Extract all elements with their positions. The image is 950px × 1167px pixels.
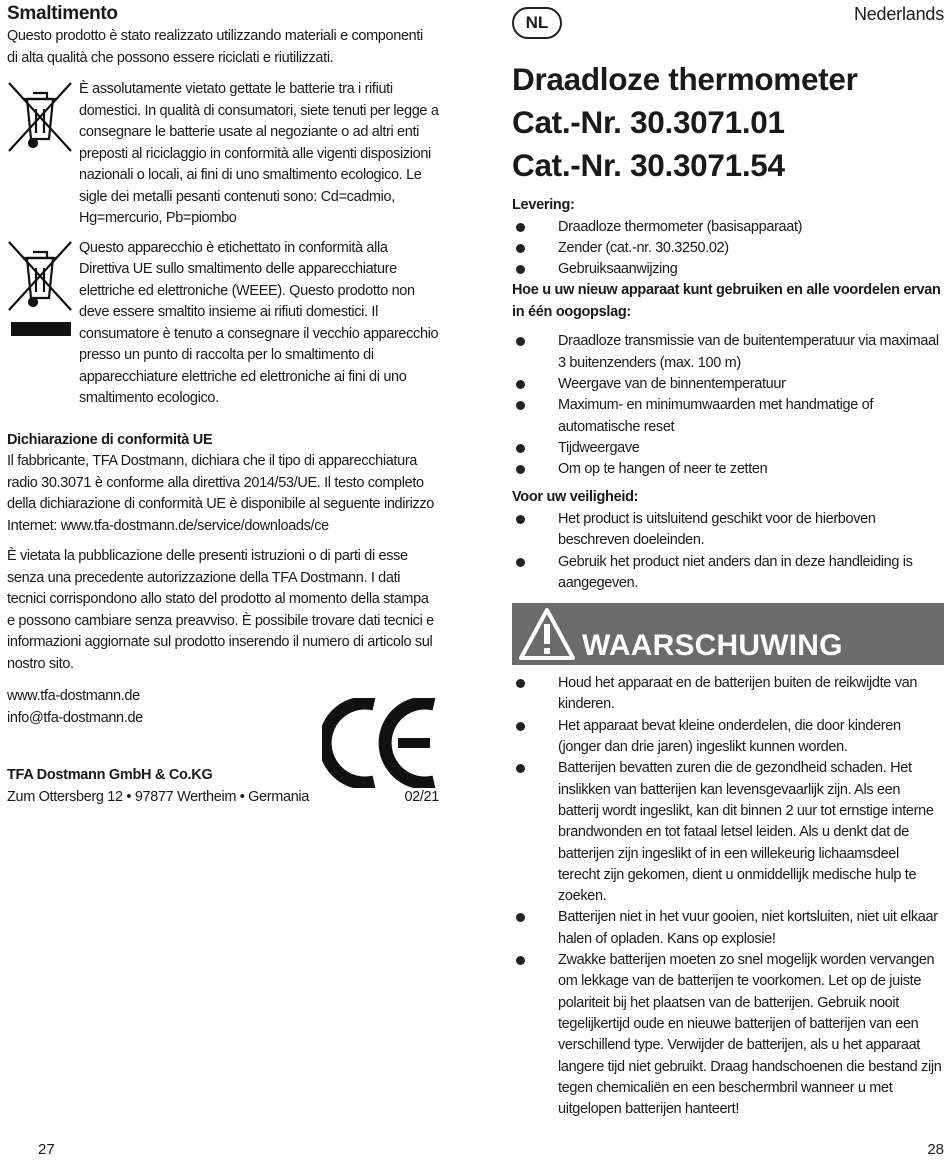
warning-label: WAARSCHUWING [582, 629, 843, 663]
list-item: Draadloze thermometer (basisapparaat) [512, 217, 944, 238]
list-item: Weergave van de binnentemperatuur [512, 374, 944, 395]
list-item: Maximum- en minimumwaarden met handmatige of automatische reset [512, 395, 944, 438]
title-line-3: Cat.-Nr. 30.3071.54 [512, 147, 785, 183]
date-code: 02/21 [404, 789, 439, 805]
left-page [7, 0, 439, 729]
safety-heading: Voor uw veiligheid: [512, 489, 639, 506]
list-item: Zwakke batterijen moeten zo snel mogelijk worden vervangen om lekkage van de batterijen te voorkomen. Let op de juiste polariteit bij het plaatsen van de batterijen. Gebruik nooit tegelijkertijd oude en nieuwe batterijen of batterijen van een verschillend type. Verwijder de batterijen, als u het apparaat langere tijd niet gebruikt. Draag handschoenen die bestand zijn tegen chemicaliën en een beschermbril wanneer u met uitgelopen batterijen hanteert! [512, 950, 944, 1120]
advantages-list [512, 331, 944, 480]
email-link[interactable]: info@tfa-dostmann.de [7, 709, 143, 726]
safety-list [512, 509, 944, 594]
company-address: Zum Ottersberg 12 • 97877 Wertheim • Germania [7, 789, 309, 805]
list-item: Batterijen bevatten zuren die de gezondheid schaden. Het inslikken van batterijen kan levensgevaarlijk zijn. Als een batterij wordt ingeslikt, kan dit binnen 2 uur tot ernstige interne brandwonden en tot fataal letsel leiden. Als u denkt dat de batterijen zijn ingeslikt of in een willekeurig lichaamsdeel terecht zijn gekomen, dient u onmiddellijk medische hulp te zoeken. [512, 758, 944, 907]
right-page [512, 0, 944, 1167]
list-item: Gebruiksaanwijzing [512, 259, 944, 280]
warning-list [512, 673, 944, 1120]
weee-text: Questo apparecchio è etichettato in conformità alla Direttiva UE sullo smaltimento delle apparecchiature elettriche ed elettroniche (WEEE). Questo prodotto non deve essere smaltito insieme ai rifiuti domestici. Il consumatore è tenuto a consegnare il vecchio apparecchio presso un punto di raccolta per lo smaltimento di apparecchiature elettriche ed elettroniche ai fini di uno smaltimento ecologico. [79, 239, 439, 406]
company-name: TFA Dostmann GmbH & Co.KG [7, 767, 213, 783]
battery-disposal-text: È assolutamente vietato gettate le batterie tra i rifiuti domestici. In qualità di consumatori, siete tenuti per legge a consegnare le batterie usate al negoziante o ad altri enti preposti al riciclaggio in conformità alle vigenti disposizioni nazionali o locali, ai fini di uno smaltimento ecologico. Le sigle dei metalli pesanti contenuti sono: Cd=cadmio, Hg=mercurio, Pb=piombo [79, 81, 439, 226]
list-item: Draadloze transmissie van de buitentemperatuur via maximaal 3 buitenzenders (max. 100 m) [512, 331, 944, 374]
disposal-intro: Questo prodotto è stato realizzato utilizzando materiali e componenti di alta qualità che possono essere riciclati e riutilizzati. [7, 28, 423, 66]
product-title [512, 58, 858, 187]
page-number-right: 28 [927, 1141, 944, 1158]
delivery-heading: Levering: [512, 197, 575, 213]
weee-icon [7, 238, 79, 410]
delivery-list [512, 217, 944, 281]
list-item: Het apparaat bevat kleine onderdelen, die door kinderen (jonger dan drie jaren) ingeslikt kunnen worden. [512, 716, 944, 759]
ce-mark-icon [322, 698, 440, 788]
publication-text: È vietata la pubblicazione delle presenti istruzioni o di parti di esse senza una precedente autorizzazione della TFA Dostmann. I dati tecnici corrispondono allo stato del prodotto al momento della stampa e possono cambiare senza preavviso. È possibile trovare dati tecnici e informazioni aggiornate sul prodotto inserendo il numero di articolo sul nostro sito. [7, 548, 434, 672]
title-line-1: Draadloze thermometer [512, 61, 858, 97]
language-badge: NL [512, 7, 562, 39]
page-number-left: 27 [38, 1141, 55, 1158]
language-label: Nederlands [853, 4, 944, 24]
conformity-text: Il fabbricante, TFA Dostmann, dichiara che il tipo di apparecchiatura radio 30.3071 è conforme alla direttiva 2014/53/UE. Il testo completo della dichiarazione di conformità UE è disponibile al seguente indirizzo Internet: www.tfa-dostmann.de/service/downloads/ce [7, 453, 434, 534]
warning-triangle-icon [518, 607, 576, 661]
title-line-2: Cat.-Nr. 30.3071.01 [512, 104, 785, 140]
list-item: Gebruik het product niet anders dan in deze handleiding is aangegeven. [512, 552, 944, 595]
list-item: Het product is uitsluitend geschikt voor de hierboven beschreven doeleinden. [512, 509, 944, 552]
website-link[interactable]: www.tfa-dostmann.de [7, 688, 140, 704]
list-item: Zender (cat.-nr. 30.3250.02) [512, 238, 944, 259]
list-item: Tijdweergave [512, 438, 944, 459]
conformity-heading: Dichiarazione di conformità UE [7, 431, 213, 448]
warning-banner [512, 603, 944, 665]
crossed-bin-icon [7, 79, 79, 230]
address-line [7, 787, 439, 809]
list-item: Om op te hangen of neer te zetten [512, 459, 944, 480]
list-item: Batterijen niet in het vuur gooien, niet kortsluiten, niet uit elkaar halen of opladen. Kans op explosie! [512, 907, 944, 950]
advantages-heading: Hoe u uw nieuw apparaat kunt gebruiken en alle voordelen ervan in één oogopslag: [512, 282, 941, 320]
list-item: Houd het apparaat en de batterijen buiten de reikwijdte van kinderen. [512, 673, 944, 716]
disposal-heading: Smaltimento [7, 3, 118, 24]
